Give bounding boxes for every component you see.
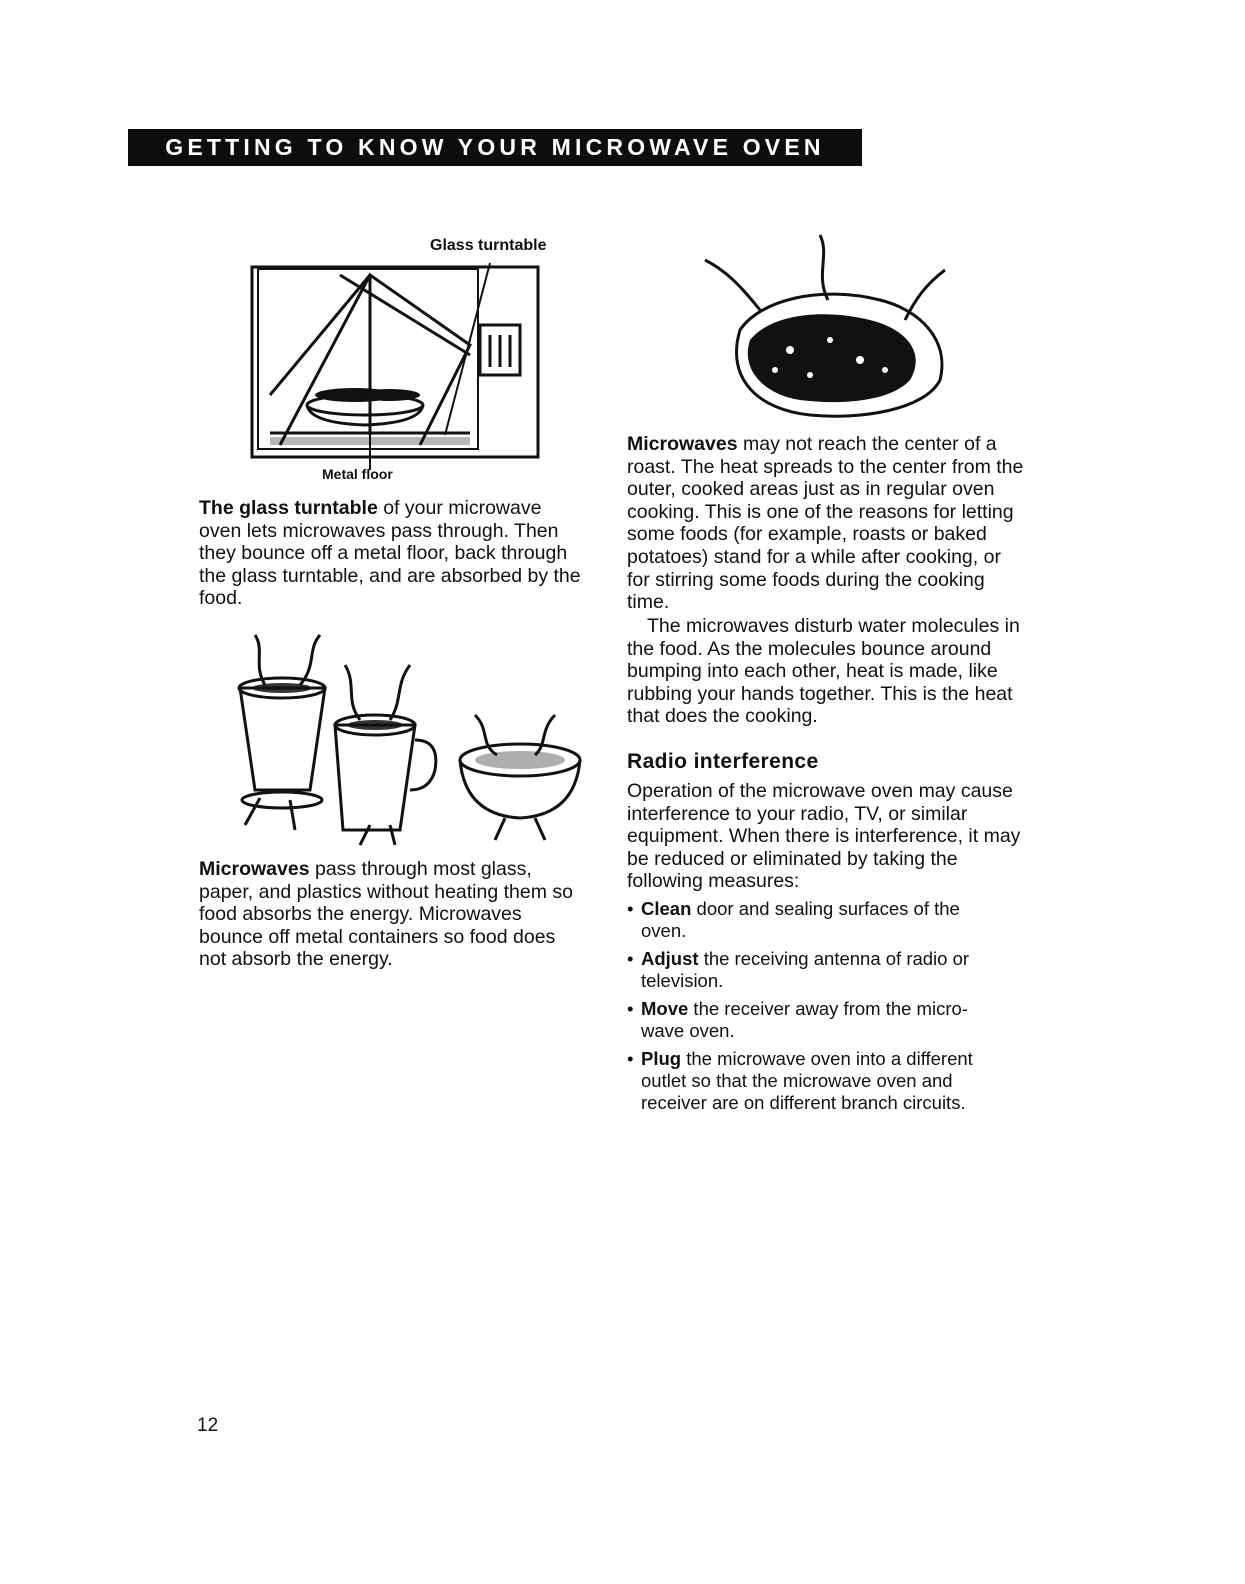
glass-turntable-paragraph [199,497,585,610]
roast-text: may not reach the center of a roast. The heat spreads to the center from the outer, cooked areas just as in regular oven cooking. This is one of the reasons for letting some foods (for example, roasts or baked potatoes) stand for a while after cooking, or for stirring some foods during the cooking time. [627,433,1024,614]
bullet-text: the microwave oven into a different outlet so that the microwave oven and receiver are on different branch circuits. [641,1048,973,1113]
bullet-text: door and sealing surfaces of the oven. [641,898,960,941]
roast-illustration [700,230,960,430]
glass-turntable-term: The glass turntable [199,497,378,519]
section-header: GETTING TO KNOW YOUR MICROWAVE OVEN [128,129,862,166]
list-item: • Plug the microwave oven into a different outlet so that the microwave oven and receiver are on different branch circuits. [627,1048,973,1113]
metal-floor-label: Metal floor [322,466,393,482]
microwaves-term-1: Microwaves [199,858,310,880]
glass-turntable-text: of your microwave oven lets microwaves pass through. Then they bounce off a metal floor, back through the glass turntable, and are absorbed by the food. [199,497,581,610]
radio-interference-heading: Radio interference [627,750,819,773]
containers-illustration [225,630,595,850]
list-item: • Clean door and sealing surfaces of the oven. [627,898,960,941]
bullet-term: Move [641,998,689,1019]
radio-measures-list [627,898,1002,1120]
list-item: • Move the receiver away from the micro-wave oven. [627,998,968,1041]
radio-intro-paragraph: Operation of the microwave oven may cause interference to your radio, TV, or similar equipment. When there is interference, it may be reduced or eliminated by taking the following measures: [627,780,1021,893]
roast-paragraph [627,433,1027,614]
bullet-term: Adjust [641,948,699,969]
bullet-text: the receiving antenna of radio or television. [641,948,970,991]
bullet-text: the receiver away from the micro-wave oven. [641,998,968,1041]
oven-diagram-illustration [240,255,560,485]
microwaves-glass-text: pass through most glass, paper, and plastics without heating them so food absorbs the energy. Microwaves bounce off metal containers so food does not absorb the energy. [199,858,573,971]
glass-turntable-label: Glass turntable [430,237,547,254]
bullet-term: Clean [641,898,692,919]
bullet-term: Plug [641,1048,682,1069]
microwaves-term-2: Microwaves [627,433,738,455]
page-number: 12 [197,1415,219,1436]
microwaves-glass-paragraph [199,858,585,971]
list-item: • Adjust the receiving antenna of radio or television. [627,948,970,991]
water-molecules-paragraph: The microwaves disturb water molecules in the food. As the molecules bounce around bumping into each other, heat is made, like rubbing your hands together. This is the heat that does the cooking. [627,615,1020,728]
